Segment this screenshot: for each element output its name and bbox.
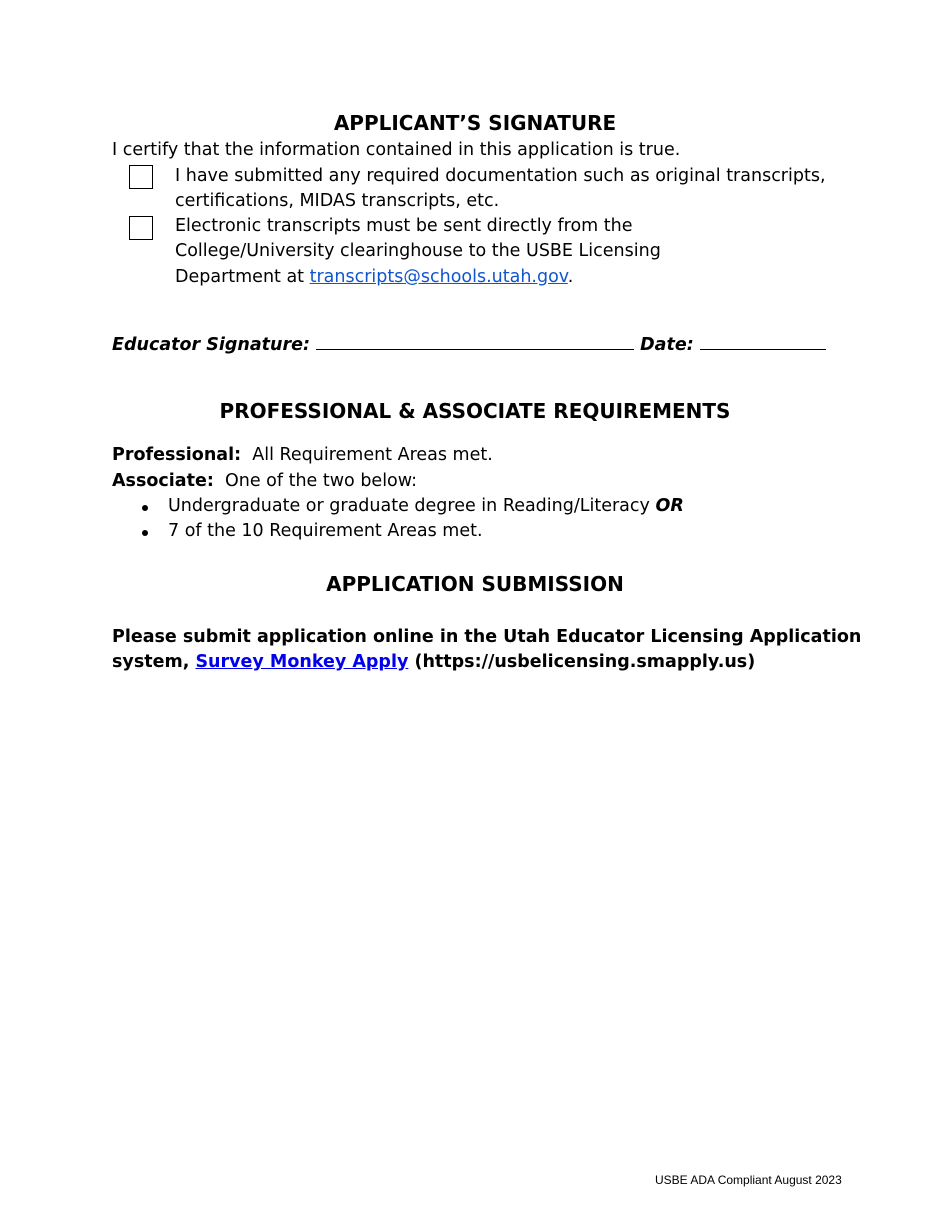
professional-text: All Requirement Areas met. <box>252 445 493 465</box>
bullet-2 <box>142 530 148 536</box>
checkbox2-line3 <box>175 267 573 287</box>
survey-monkey-apply-link[interactable]: Survey Monkey Apply <box>195 652 409 672</box>
checkbox2-line1: Electronic transcripts must be sent directly from the <box>175 216 633 236</box>
electronic-transcripts-checkbox[interactable] <box>129 216 153 240</box>
submission-line2 <box>112 652 755 672</box>
signature-row <box>112 335 826 355</box>
period: . <box>567 267 574 287</box>
submission-line1: Please submit application online in the Utah Educator Licensing Application <box>112 627 862 647</box>
associate-row <box>112 471 417 491</box>
date-label: Date: <box>640 335 694 355</box>
department-at-text: Department at <box>175 267 310 287</box>
bullet1-item <box>168 496 684 516</box>
smapply-url-text: (https://usbelicensing.smapply.us) <box>408 652 756 672</box>
professional-row <box>112 445 493 465</box>
educator-signature-field[interactable] <box>316 335 634 350</box>
bullet-1 <box>142 505 148 511</box>
footer-compliance-text: USBE ADA Compliant August 2023 <box>655 1173 842 1187</box>
certify-text: I certify that the information contained in this application is true. <box>112 140 681 160</box>
bullet2-text: 7 of the 10 Requirement Areas met. <box>168 521 483 541</box>
system-text: system, <box>112 652 196 672</box>
documentation-checkbox[interactable] <box>129 165 153 189</box>
educator-signature-label: Educator Signature: <box>112 335 310 355</box>
associate-label: Associate: <box>112 471 214 491</box>
checkbox1-line2: certifications, MIDAS transcripts, etc. <box>175 191 500 211</box>
or-text: OR <box>655 496 684 516</box>
date-field[interactable] <box>700 335 826 350</box>
signature-heading: APPLICANT’S SIGNATURE <box>333 111 617 135</box>
submission-heading: APPLICATION SUBMISSION <box>326 572 624 596</box>
requirements-heading: PROFESSIONAL & ASSOCIATE REQUIREMENTS <box>219 399 731 423</box>
professional-label: Professional: <box>112 445 242 465</box>
checkbox1-line1: I have submitted any required documentation such as original transcripts, <box>175 166 826 186</box>
checkbox2-line2: College/University clearinghouse to the USBE Licensing <box>175 241 661 261</box>
transcripts-email-link[interactable]: transcripts@schools.utah.gov <box>309 267 568 287</box>
bullet1-text: Undergraduate or graduate degree in Reading/Literacy <box>168 496 656 516</box>
associate-text: One of the two below: <box>224 471 418 491</box>
